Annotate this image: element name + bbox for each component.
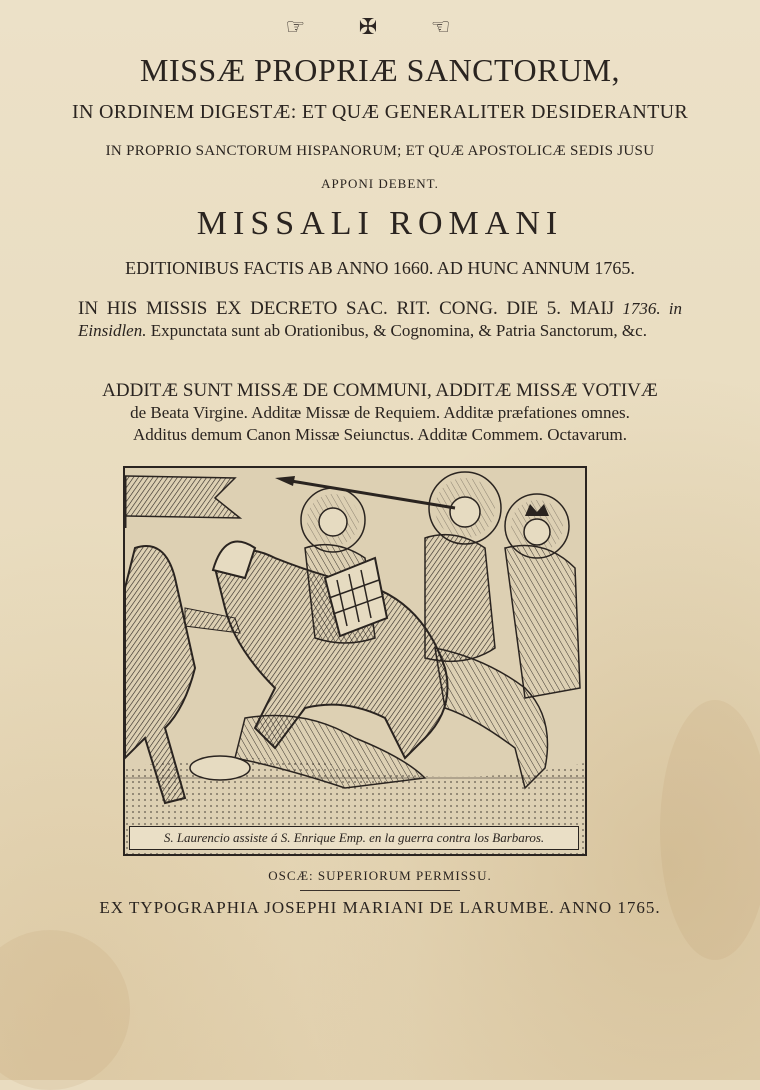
edition-line: EDITIONIBUS FACTIS AB ANNO 1660. AD HUNC ANNUM 1765.: [125, 258, 635, 278]
printers-ornaments: ☞ ✠ ☜: [285, 14, 475, 39]
imprint-line: EX TYPOGRAPHIA JOSEPHI MARIANI DE LARUMBE. ANNO 1765.: [99, 898, 661, 917]
decree-date: 1736. in Einsidlen.: [78, 299, 682, 340]
paper-stain: [660, 700, 760, 960]
fallen-shield: [190, 756, 250, 780]
woodcut-illustration: [123, 466, 587, 856]
decree-rest: Expunctata sunt ab Orationibus, & Cognomina, & Patria Sanctorum, &c.: [146, 321, 647, 340]
woodcut-scene: [125, 468, 585, 854]
main-title: MISSÆ PROPRIÆ SANCTORUM,: [140, 52, 620, 88]
additions-line-1: ADDITÆ SUNT MISSÆ DE COMMUNI, ADDITÆ MISSÆ VOTIVÆ: [102, 380, 658, 401]
additions-line-2: de Beata Virgine. Additæ Missæ de Requiem. Additæ præfationes omnes.: [130, 403, 630, 422]
title-line-3: IN PROPRIO SANCTORUM HISPANORUM; ET QUÆ APOSTOLICÆ SEDIS JUSU: [105, 143, 655, 159]
title-line-4: APPONI DEBENT.: [321, 176, 439, 191]
divider-rule: [300, 890, 460, 891]
woodcut-caption: S. Laurencio assiste á S. Enrique Emp. en la guerra contra los Barbaros.: [129, 826, 579, 850]
additions-paragraph: [60, 380, 700, 446]
decree-caps: IN HIS MISSIS EX DECRETO SAC. RIT. CONG. DIE 5. MAIJ: [78, 298, 615, 319]
paper-stain: [0, 930, 130, 1090]
emperor-henry-figure: [425, 535, 495, 662]
decree-paragraph: [78, 298, 682, 342]
additions-line-3: Additus demum Canon Missæ Seiunctus. Additæ Commem. Octavarum.: [133, 425, 627, 444]
permission-line: OSCÆ: SUPERIORUM PERMISSU.: [268, 868, 492, 883]
missal-title: MISSALI ROMANI: [196, 205, 564, 242]
title-line-2: IN ORDINEM DIGESTÆ: ET QUÆ GENERALITER DESIDERANTUR: [71, 101, 688, 123]
